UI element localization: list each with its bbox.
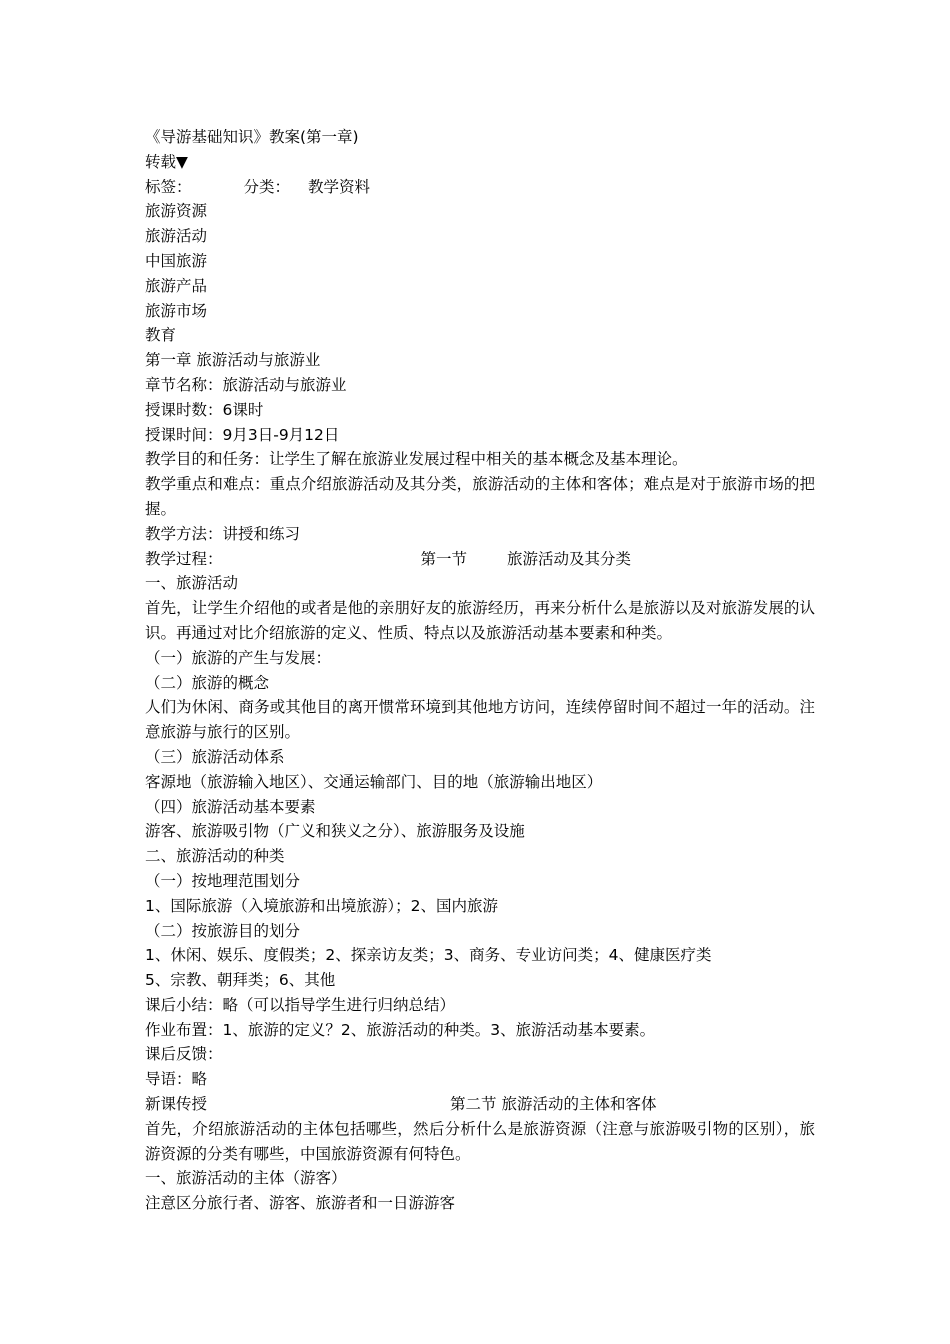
category-label: 分类： bbox=[243, 177, 291, 196]
paragraph: 人们为休闲、商务或其他目的离开惯常环境到其他地方访问，连续停留时间不超过一年的活动。注意旅游与旅行的区别。 bbox=[145, 698, 815, 742]
paragraph: 游客、旅游吸引物（广义和狭义之分）、旅游服务及设施 bbox=[145, 822, 525, 841]
teaching-method: 教学方法：讲授和练习 bbox=[145, 524, 301, 543]
subheading: （一）按地理范围划分 bbox=[145, 871, 301, 890]
subheading: （二）按旅游目的划分 bbox=[145, 921, 301, 940]
paragraph: 首先，介绍旅游活动的主体包括哪些，然后分析什么是旅游资源（注意与旅游吸引物的区别），旅游资源的分类有哪些，中国旅游资源有何特色。 bbox=[145, 1119, 815, 1163]
section1-title: 旅游活动及其分类 bbox=[507, 549, 632, 568]
process-label: 教学过程： bbox=[145, 549, 223, 568]
tag-link[interactable]: 旅游产品 bbox=[145, 276, 208, 295]
section-heading: 二、旅游活动的种类 bbox=[145, 847, 285, 866]
subheading: （三）旅游活动体系 bbox=[145, 747, 285, 766]
tag-link[interactable]: 旅游活动 bbox=[145, 227, 208, 246]
category-link[interactable]: 教学资料 bbox=[308, 177, 371, 196]
subheading: （二）旅游的概念 bbox=[145, 673, 270, 692]
chapter-heading: 第一章 旅游活动与旅游业 bbox=[145, 351, 321, 370]
section-heading: 一、旅游活动的主体（游客） bbox=[145, 1169, 347, 1188]
new-lesson-label: 新课传授 bbox=[145, 1095, 208, 1114]
key-points: 教学重点和难点：重点介绍旅游活动及其分类，旅游活动的主体和客体；难点是对于旅游市场的把握。 bbox=[145, 475, 815, 518]
tag-link[interactable]: 旅游资源 bbox=[145, 202, 208, 221]
subheading: （四）旅游活动基本要素 bbox=[145, 797, 316, 816]
tag-link[interactable]: 教育 bbox=[145, 326, 177, 345]
lesson-summary: 课后小结：略（可以指导学生进行归纳总结） bbox=[145, 995, 456, 1014]
teaching-hours: 授课时数：6课时 bbox=[145, 400, 264, 419]
section-heading: 一、旅游活动 bbox=[145, 574, 239, 593]
section2-line bbox=[145, 1092, 815, 1117]
feedback: 课后反馈： bbox=[145, 1045, 223, 1064]
section2-title: 第二节 旅游活动的主体和客体 bbox=[450, 1095, 657, 1114]
intro: 导语：略 bbox=[145, 1070, 208, 1089]
meta-line bbox=[145, 175, 815, 200]
paragraph: 首先，让学生介绍他的或者是他的亲朋好友的旅游经历，再来分析什么是旅游以及对旅游发展的认识。再通过对比介绍旅游的定义、性质、特点以及旅游活动基本要素和种类。 bbox=[145, 599, 815, 642]
paragraph: 1、休闲、娱乐、度假类；2、探亲访友类；3、商务、专业访问类；4、健康医疗类 bbox=[145, 946, 712, 965]
paragraph: 客源地（旅游输入地区）、交通运输部门、目的地（旅游输出地区） bbox=[145, 772, 603, 791]
paragraph: 5、宗教、朝拜类；6、其他 bbox=[145, 971, 336, 990]
process-line bbox=[145, 547, 815, 572]
tag-link[interactable]: 中国旅游 bbox=[145, 251, 208, 270]
paragraph: 1、国际旅游（入境旅游和出境旅游）；2、国内旅游 bbox=[145, 896, 498, 915]
teaching-time: 授课时间：9月3日-9月12日 bbox=[145, 425, 340, 444]
teaching-objective: 教学目的和任务：让学生了解在旅游业发展过程中相关的基本概念及基本理论。 bbox=[145, 450, 688, 469]
section1-number: 第一节 bbox=[420, 549, 468, 568]
tag-link[interactable]: 旅游市场 bbox=[145, 301, 208, 320]
paragraph: 注意区分旅行者、游客、旅游者和一日游游客 bbox=[145, 1194, 456, 1213]
document-title: 《导游基础知识》教案(第一章) bbox=[145, 128, 359, 146]
repost-toggle[interactable]: 转载▼ bbox=[145, 152, 188, 171]
document-body bbox=[145, 125, 815, 1216]
homework: 作业布置：1、旅游的定义？2、旅游活动的种类。3、旅游活动基本要素。 bbox=[145, 1020, 656, 1039]
subheading: （一）旅游的产生与发展： bbox=[145, 648, 332, 667]
tags-label: 标签： bbox=[145, 177, 192, 196]
chapter-name: 章节名称：旅游活动与旅游业 bbox=[145, 375, 347, 394]
